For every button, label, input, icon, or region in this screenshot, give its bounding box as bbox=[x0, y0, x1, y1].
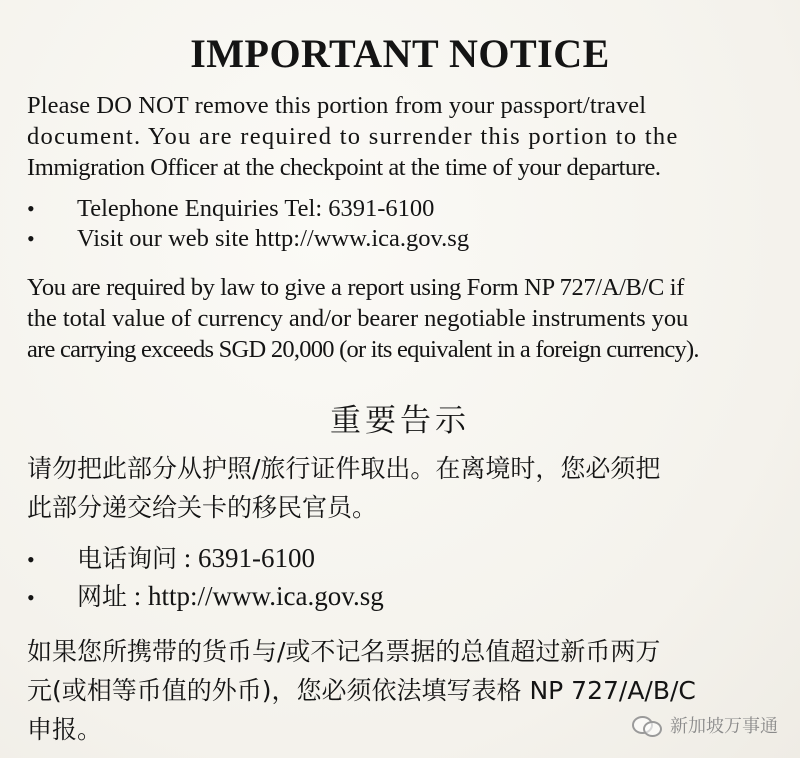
separator: : bbox=[127, 581, 149, 611]
law-line: are carrying exceeds SGD 20,000 (or its equivalent in a foreign currency). bbox=[27, 336, 699, 363]
law-line: the total value of currency and/or bearer negotiable instruments you bbox=[27, 305, 689, 332]
law-line-zh: 如果您所携带的货币与/或不记名票据的总值超过新币两万 bbox=[27, 637, 661, 666]
bullet-website-zh bbox=[27, 578, 384, 614]
bullet-icon: • bbox=[27, 547, 35, 572]
bullet-telephone bbox=[27, 194, 434, 224]
bullet-icon: • bbox=[27, 226, 35, 251]
website-label-zh: 网址 bbox=[77, 582, 128, 611]
intro-line-zh: 请勿把此部分从护照/旅行证件取出。在离境时，您必须把 bbox=[27, 454, 661, 483]
law-line: You are required by law to give a report using Form NP 727/A/B/C if bbox=[27, 274, 685, 301]
watermark-text: 新加坡万事通 bbox=[670, 716, 778, 737]
website-url: Visit our web site http://www.ica.gov.sg bbox=[77, 225, 470, 252]
intro-line: Please DO NOT remove this portion from your passport/travel bbox=[27, 92, 647, 119]
bullet-website bbox=[27, 224, 469, 254]
intro-paragraph bbox=[27, 90, 785, 183]
telephone-number: 6391-6100 bbox=[198, 543, 316, 573]
watermark bbox=[632, 712, 778, 738]
separator: : bbox=[177, 543, 199, 573]
intro-line: document. You are required to surrender this portion to the bbox=[27, 123, 679, 150]
law-paragraph bbox=[27, 272, 785, 365]
law-line-zh: 元(或相等币值的外币)，您必须依法填写表格 NP 727/A/B/C bbox=[27, 676, 696, 705]
bullet-icon: • bbox=[27, 585, 35, 610]
notice-title: IMPORTANT NOTICE bbox=[190, 31, 610, 76]
telephone-enquiries: Telephone Enquiries Tel: 6391-6100 bbox=[77, 195, 435, 222]
notice-title-zh: 重要告示 bbox=[330, 403, 470, 439]
intro-line: Immigration Officer at the checkpoint at the time of your departure. bbox=[27, 154, 661, 181]
wechat-icon bbox=[632, 714, 662, 736]
law-line-zh: 申报。 bbox=[27, 715, 103, 744]
telephone-label-zh: 电话询问 bbox=[77, 544, 178, 573]
bullet-telephone-zh bbox=[27, 540, 315, 576]
intro-line-zh: 此部分递交给关卡的移民官员。 bbox=[27, 493, 378, 522]
bullet-icon: • bbox=[27, 196, 35, 221]
intro-paragraph-zh bbox=[27, 449, 787, 527]
website-url-zh: http://www.ica.gov.sg bbox=[148, 581, 384, 611]
